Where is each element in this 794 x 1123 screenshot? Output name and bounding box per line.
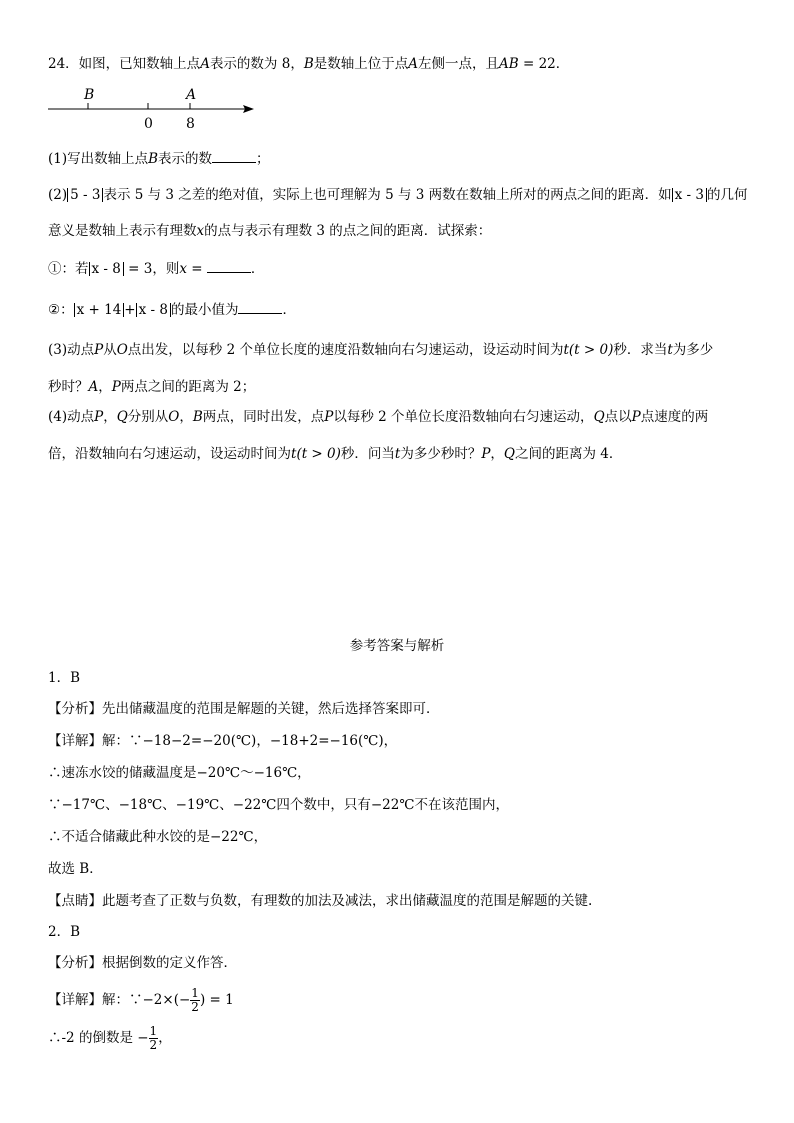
point-p-label: P [94,342,104,358]
variable-x: x [196,223,205,239]
answer-blank[interactable] [207,258,251,273]
point-p-label: P [481,446,491,462]
point-b-label: B [148,151,159,167]
point-p-label: P [631,409,641,425]
q24-s1-text: = 3，则 [123,261,180,277]
q24-s2-text: ②： [48,302,74,318]
abs-expression: x + 14 [74,303,125,317]
q24-p3-text: 秒时？ [48,379,89,395]
answer-2-detail [48,986,234,1014]
axis-label-b: B [84,87,95,103]
point-q-label: Q [503,446,515,462]
q24-p4-text: ， [490,446,504,462]
q24-stem [48,54,569,74]
q24-p4-text: 倍，沿数轴向右匀速运动，设运动时间为 [48,446,291,462]
q24-p2-text: 意义是数轴上表示有理数 [48,223,197,239]
answer-2-line3-text: ∴-2 的倒数是 − [48,1030,149,1046]
q24-part2-line1 [48,185,748,205]
fraction-denominator: 2 [149,1038,158,1052]
point-p-label: P [111,379,121,395]
q24-part4-line1 [48,407,708,427]
answer-2-number: 2．B [48,924,81,940]
answer-1-line4: ∵−17℃、−18℃、−19℃、−22℃四个数中，只有−22℃不在该范围内， [48,797,509,813]
q24-stem-text: 左侧一点，且 [418,56,499,72]
q24-p3-text: 从 [103,342,117,358]
abs-expression: x - 3 [672,188,707,202]
point-q-label: Q [116,409,128,425]
answer-1-detail: 【详解】解：∵−18−2=−20(℃)，−18+2=−16(℃)， [48,733,398,749]
point-a-label: A [408,56,418,72]
answer-2-analysis: 【分析】根据倒数的定义作答． [48,955,237,971]
q24-sub1 [48,258,264,279]
axis-label-a: A [186,87,197,103]
q24-p3-text: 秒．求当 [613,342,668,358]
answer-2-detail-text: 【详解】解：∵−2×(− [48,992,191,1008]
point-p-label: P [94,409,104,425]
q24-stem-text: 是数轴上位于点 [313,56,409,72]
q24-p3-text: 点出发，以每秒 2 个单位长度的速度沿数轴向右匀速运动，设运动时间为 [127,342,564,358]
q24-p3-text: 为多少 [672,342,714,358]
q24-s1-text: ①：若 [48,261,89,277]
point-q-label: Q [593,409,605,425]
t-condition: (t > 0) [568,342,614,358]
answer-blank[interactable] [212,148,256,163]
q24-p3-text: 两点之间的距离为 2； [120,379,256,395]
answers-heading: 参考答案与解析 [349,638,445,654]
point-o-label: O [116,342,128,358]
q24-part3-line2 [48,377,255,397]
fraction [149,1025,159,1052]
q24-part3-line1 [48,340,713,360]
point-a-label: A [88,379,99,395]
t-condition: (t > 0) [296,446,341,462]
q24-p4-text: 分别从 [127,409,169,425]
fraction-denominator: 2 [191,1000,199,1014]
q24-p4-text: (4)动点 [48,409,95,425]
q24-s1-text: ． [250,261,265,277]
q24-p4-text: 以每秒 2 个单位长度沿数轴向右匀速运动， [333,409,594,425]
q24-stem-text: 表示的数为 8， [209,56,304,72]
point-a-label: A [200,56,210,72]
variable-t: t [563,342,569,358]
segment-ab-label: AB [499,56,519,72]
answer-2-line3-text: ， [158,1030,172,1046]
q24-p4-text: ， [103,409,117,425]
q24-p4-text: 秒．问当 [340,446,395,462]
answer-1-comment: 【点睛】此题考查了正数与负数，有理数的加法及减法，求出储藏温度的范围是解题的关键. [48,893,593,909]
q24-s1-text: = [186,261,207,277]
answer-1-line3: ∴速冻水饺的储藏温度是−20℃～−16℃， [48,765,311,781]
variable-x: x [179,261,187,277]
q24-p4-text: ， [179,409,193,425]
answer-1-analysis: 【分析】先出储藏温度的范围是解题的关键，然后选择答案即可． [48,701,440,717]
answer-1-line6: 故选 B． [48,861,103,877]
point-b-label: B [192,409,203,425]
answer-1-number: 1．B [48,670,81,686]
q24-sub2 [48,299,296,320]
variable-t: t [291,446,297,462]
answer-blank[interactable] [238,299,282,314]
q24-part1 [48,148,270,169]
q24-part4-line2 [48,444,622,464]
point-b-label: B [303,56,314,72]
q24-p4-text: 点速度的两 [640,409,709,425]
q24-stem-text: 24．如图，已知数轴上点 [48,56,201,72]
q24-p3-text: ， [98,379,112,395]
q24-p4-text: 为多少秒时？ [400,446,482,462]
axis-tick-8: 8 [186,116,195,132]
answer-1-line5: ∴不适合储藏此种水饺的是−22℃， [48,829,268,845]
point-o-label: O [168,409,180,425]
q24-p4-text: 两点，同时出发，点 [202,409,325,425]
q24-part2-line2 [48,221,491,241]
q24-p2-text: 的几何 [707,187,748,203]
axis-tick-0: 0 [144,116,153,132]
number-line-figure [44,82,264,134]
variable-t: t [667,342,673,358]
q24-s2-text: ． [282,302,296,318]
q24-p1-text: (1)写出数轴上点 [48,151,149,167]
variable-t: t [394,446,401,462]
answer-2-detail-text: ) = 1 [199,992,234,1008]
abs-expression: x - 8 [136,303,171,317]
q24-p2-text: 表示 5 与 3 之差的绝对值，实际上也可理解为 5 与 3 两数在数轴上所对的两点之间的距离．如 [103,187,672,203]
q24-s2-text: + [124,302,136,318]
q24-p1-text: 表示的数 [158,151,213,167]
abs-expression: x - 8 [89,262,124,276]
fraction-numerator: 1 [149,1024,158,1038]
q24-stem-text: = 22． [518,56,570,72]
q24-p4-text: 点以 [604,409,632,425]
abs-expression: 5 - 3 [67,188,103,202]
q24-p2-text: 的点与表示有理数 3 的点之间的距离．试探索： [204,223,492,239]
q24-s2-text: 的最小值为 [170,302,239,318]
q24-p1-text: ； [256,151,270,167]
point-p-label: P [324,409,334,425]
answer-2-line3 [48,1024,172,1052]
q24-p4-text: 之间的距离为 4． [515,446,623,462]
q24-p2-text: (2) [48,187,68,203]
fraction [190,987,200,1014]
fraction-numerator: 1 [191,986,199,1000]
q24-p3-text: (3)动点 [48,342,95,358]
